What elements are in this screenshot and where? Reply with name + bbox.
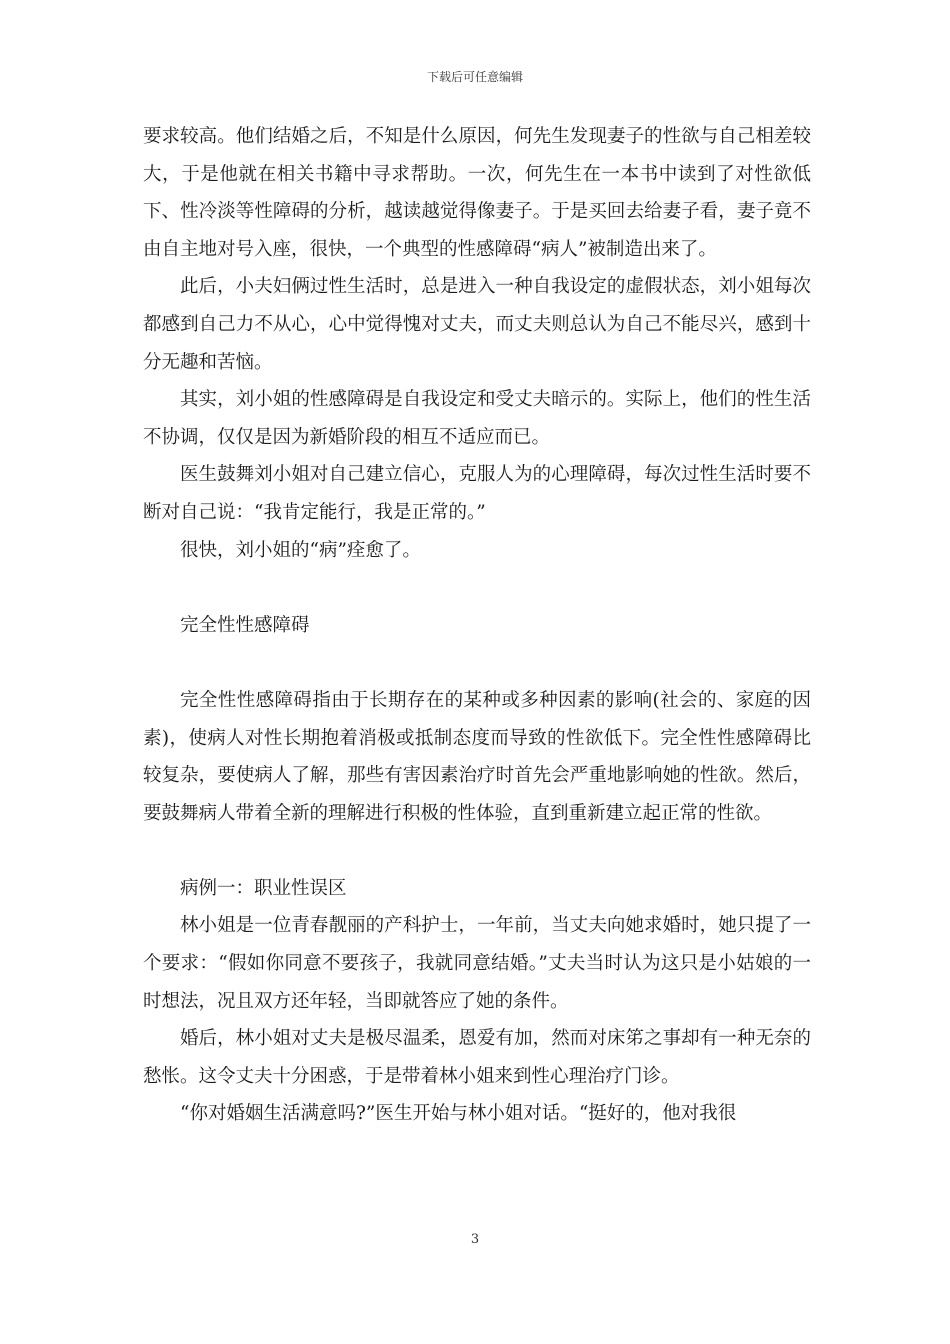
case-heading: 病例一：职业性误区 bbox=[180, 877, 347, 899]
paragraph: 此后，小夫妇俩过性生活时，总是进入一种自我设定的虚假状态，刘小姐每次都感到自己力不从心，心中觉得愧对丈夫，而丈夫则总认为自己不能尽兴，感到十分无趣和苦恼。 bbox=[143, 276, 811, 373]
paragraph: 要求较高。他们结婚之后，不知是什么原因，何先生发现妻子的性欲与自己相差较大，于是他就在相关书籍中寻求帮助。一次，何先生在一本书中读到了对性欲低下、性冷淡等性障碍的分析，越读越觉得像妻子。于是买回去给妻子看，妻子竟不由自主地对号入座，很快，一个典型的性感障碍“病人”被制造出来了。 bbox=[143, 126, 811, 260]
spacer bbox=[143, 832, 811, 870]
paragraph: “你对婚姻生活满意吗?”医生开始与林小姐对话。“挺好的，他对我很 bbox=[180, 1103, 737, 1125]
paragraph: 其实，刘小姐的性感障碍是自我设定和受丈夫暗示的。实际上，他们的性生活不协调，仅仅是因为新婚阶段的相互不适应而已。 bbox=[143, 389, 811, 448]
spacer bbox=[143, 569, 811, 607]
paragraph: 医生鼓舞刘小姐对自己建立信心，克服人为的心理障碍，每次过性生活时要不断对自己说：“我肯定能行，我是正常的。” bbox=[143, 464, 811, 523]
spacer bbox=[143, 644, 811, 682]
paragraph: 林小姐是一位青春靓丽的产科护士，一年前，当丈夫向她求婚时，她只提了一个要求：“假如你同意不要孩子，我就同意结婚。”丈夫当时认为这只是小姑娘的一时想法，况且双方还年轻，当即就答应了她的条件。 bbox=[143, 915, 811, 1012]
page-number: 3 bbox=[470, 1232, 480, 1247]
paragraph: 完全性性感障碍指由于长期存在的某种或多种因素的影响(社会的、家庭的因素)，使病人对性长期抱着消极或抵制态度而导致的性欲低下。完全性性感障碍比较复杂，要使病人了解，那些有害因素治疗时首先会严重地影响她的性欲。然后，要鼓舞病人带着全新的理解进行积极的性体验，直到重新建立起正常的性欲。 bbox=[143, 689, 811, 824]
paragraph: 婚后，林小姐对丈夫是极尽温柔，恩爱有加，然而对床笫之事却有一种无奈的愁怅。这令丈夫十分困惑，于是带着林小姐来到性心理治疗门诊。 bbox=[143, 1028, 811, 1087]
section-heading: 完全性性感障碍 bbox=[180, 614, 310, 636]
paragraph: 很快，刘小姐的“病”痊愈了。 bbox=[180, 539, 421, 561]
document-body bbox=[143, 118, 811, 1133]
page-header: 下载后可任意编辑 bbox=[426, 70, 523, 84]
